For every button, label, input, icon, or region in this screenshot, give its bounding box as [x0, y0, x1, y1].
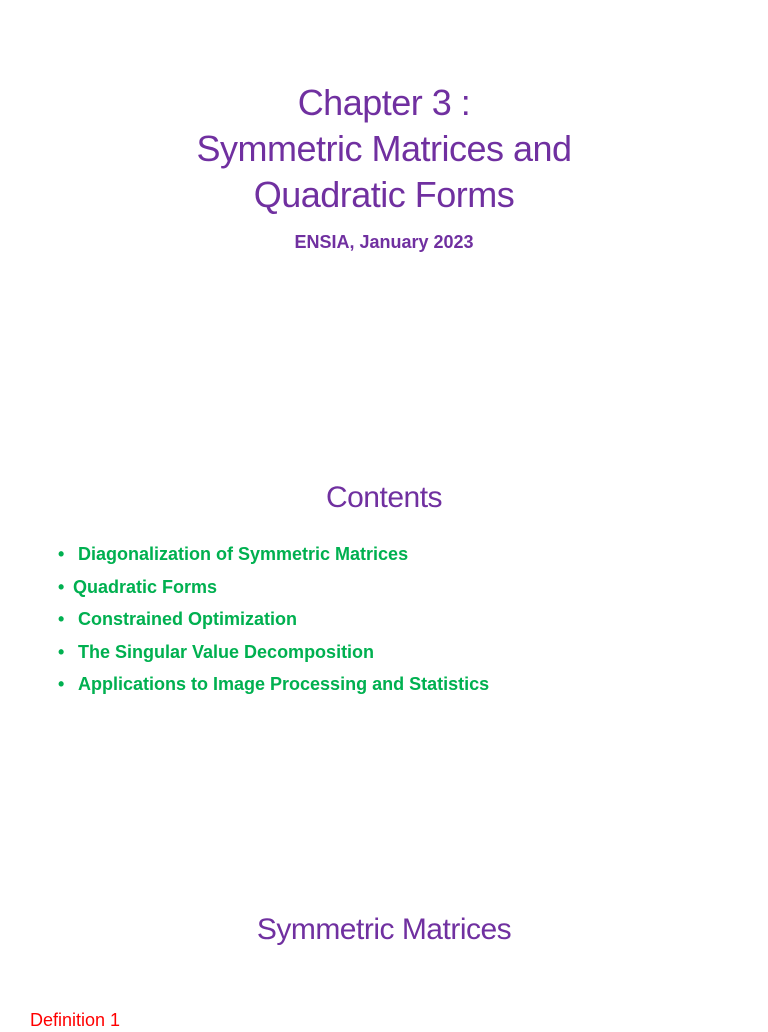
- contents-item: [58, 603, 768, 636]
- chapter-title-line-1: Chapter 3 :: [297, 82, 471, 123]
- chapter-title: [0, 80, 768, 218]
- contents-item: [58, 538, 768, 571]
- contents-slide: [0, 478, 768, 701]
- contents-item: [58, 636, 768, 669]
- contents-item: [58, 668, 768, 701]
- bullet-icon: •: [58, 674, 65, 694]
- bullet-icon: •: [58, 544, 65, 564]
- contents-list: [0, 538, 768, 701]
- contents-title: Contents: [325, 481, 443, 514]
- definition-label: Definition 1: [30, 1010, 121, 1030]
- bullet-icon: •: [58, 641, 65, 662]
- contents-item-label: Quadratic Forms: [73, 576, 218, 597]
- contents-item-label: The Singular Value Decomposition: [78, 641, 375, 662]
- symmetric-matrices-title: Symmetric Matrices: [256, 913, 512, 946]
- contents-item: [58, 571, 768, 604]
- contents-item-label: Applications to Image Processing and Statistics: [78, 674, 490, 694]
- contents-item-label: Diagonalization of Symmetric Matrices: [78, 544, 409, 564]
- chapter-title-line-2: Symmetric Matrices and: [196, 128, 572, 169]
- bullet-icon: •: [58, 576, 65, 597]
- chapter-title-line-3: Quadratic Forms: [253, 174, 515, 215]
- title-slide: [0, 80, 768, 253]
- symmetric-matrices-slide: [0, 908, 768, 952]
- chapter-subtitle: ENSIA, January 2023: [294, 232, 474, 252]
- bullet-icon: •: [58, 609, 65, 629]
- contents-item-label: Constrained Optimization: [78, 609, 298, 629]
